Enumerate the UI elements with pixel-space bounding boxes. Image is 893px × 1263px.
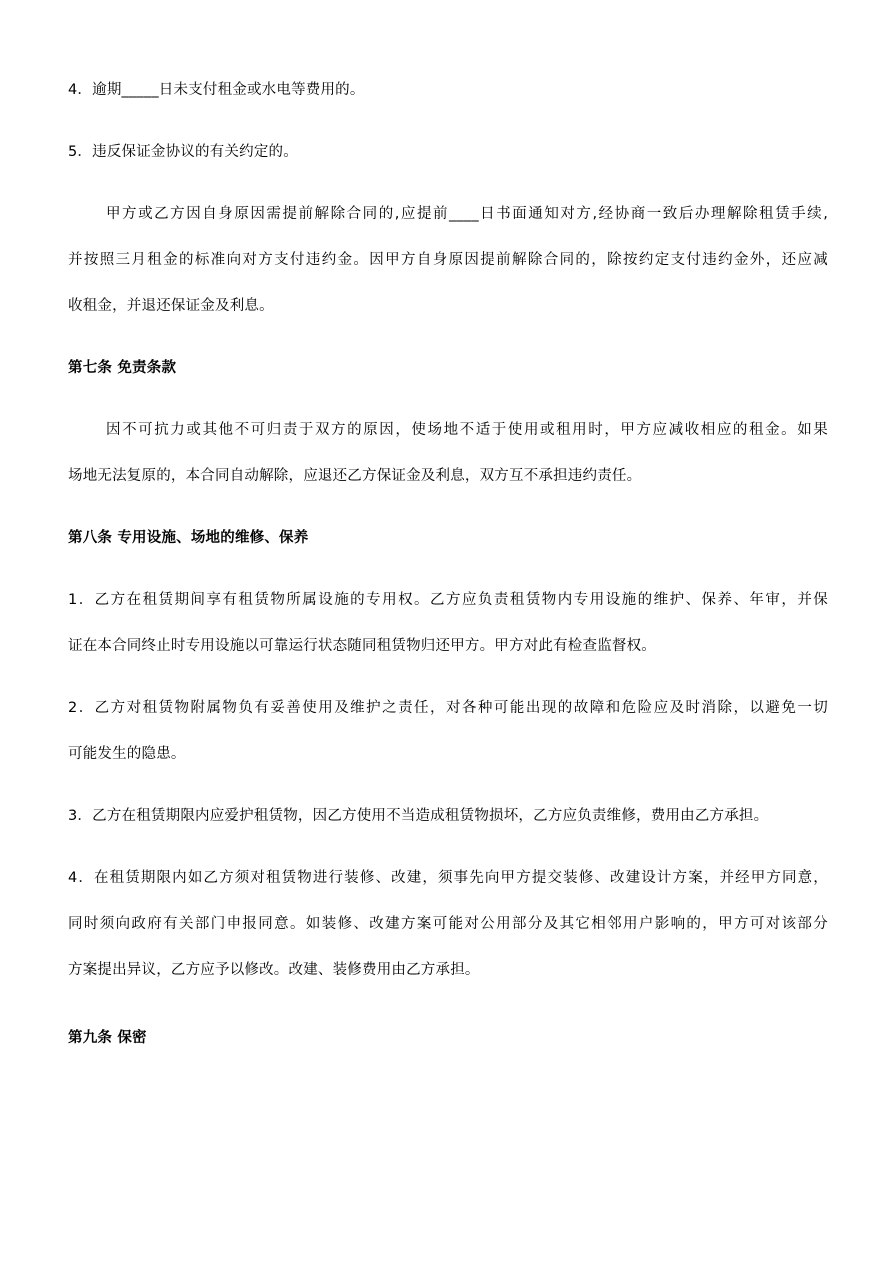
early-termination-paragraph-line-2: 并按照三月租金的标准向对方支付违约金。因甲方自身原因提前解除合同的，除按约定支付违约金外，还应减 (68, 252, 828, 268)
clause-8-heading: 第八条 专用设施、场地的维修、保养 (68, 530, 309, 546)
clause-7-paragraph-line-1: 因不可抗力或其他不可归责于双方的原因，使场地不适于使用或租用时，甲方应减收相应的租金。如果 (106, 422, 828, 438)
clause-8-item-2-line-1: 2．乙方对租赁物附属物负有妥善使用及维护之责任，对各种可能出现的故障和危险应及时消除，以避免一切 (68, 700, 828, 716)
early-termination-paragraph-line-1: 甲方或乙方因自身原因需提前解除合同的,应提前____日书面通知对方,经协商一致后办理解除租赁手续, (106, 206, 828, 222)
clause-8-item-4-line-2: 同时须向政府有关部门申报同意。如装修、改建方案可能对公用部分及其它相邻用户影响的，甲方可对该部分 (68, 916, 828, 932)
clause-8-item-3: 3．乙方在租赁期限内应爱护租赁物，因乙方使用不当造成租赁物损坏，乙方应负责维修，费用由乙方承担。 (68, 808, 769, 824)
clause-6-item-4: 4．逾期_____日未支付租金或水电等费用的。 (68, 82, 365, 98)
clause-6-item-5: 5．违反保证金协议的有关约定的。 (68, 144, 298, 160)
clause-8-item-4-line-3: 方案提出异议，乙方应予以修改。改建、装修费用由乙方承担。 (68, 962, 480, 978)
clause-8-item-1-line-1: 1．乙方在租赁期间享有租赁物所属设施的专用权。乙方应负责租赁物内专用设施的维护、保养、年审，并保 (68, 592, 828, 608)
early-termination-paragraph-line-3: 收租金，并退还保证金及利息。 (68, 298, 274, 314)
clause-8-item-2-line-2: 可能发生的隐患。 (68, 746, 186, 762)
clause-9-heading: 第九条 保密 (68, 1030, 147, 1046)
clause-7-heading: 第七条 免责条款 (68, 360, 177, 376)
clause-8-item-1-line-2: 证在本合同终止时专用设施以可靠运行状态随同租赁物归还甲方。甲方对此有检查监督权。 (68, 638, 656, 654)
clause-7-paragraph-line-2: 场地无法复原的，本合同自动解除，应退还乙方保证金及利息，双方互不承担违约责任。 (68, 468, 642, 484)
clause-8-item-4-line-1: 4．在租赁期限内如乙方须对租赁物进行装修、改建，须事先向甲方提交装修、改建设计方案，并经甲方同意， (68, 870, 828, 886)
